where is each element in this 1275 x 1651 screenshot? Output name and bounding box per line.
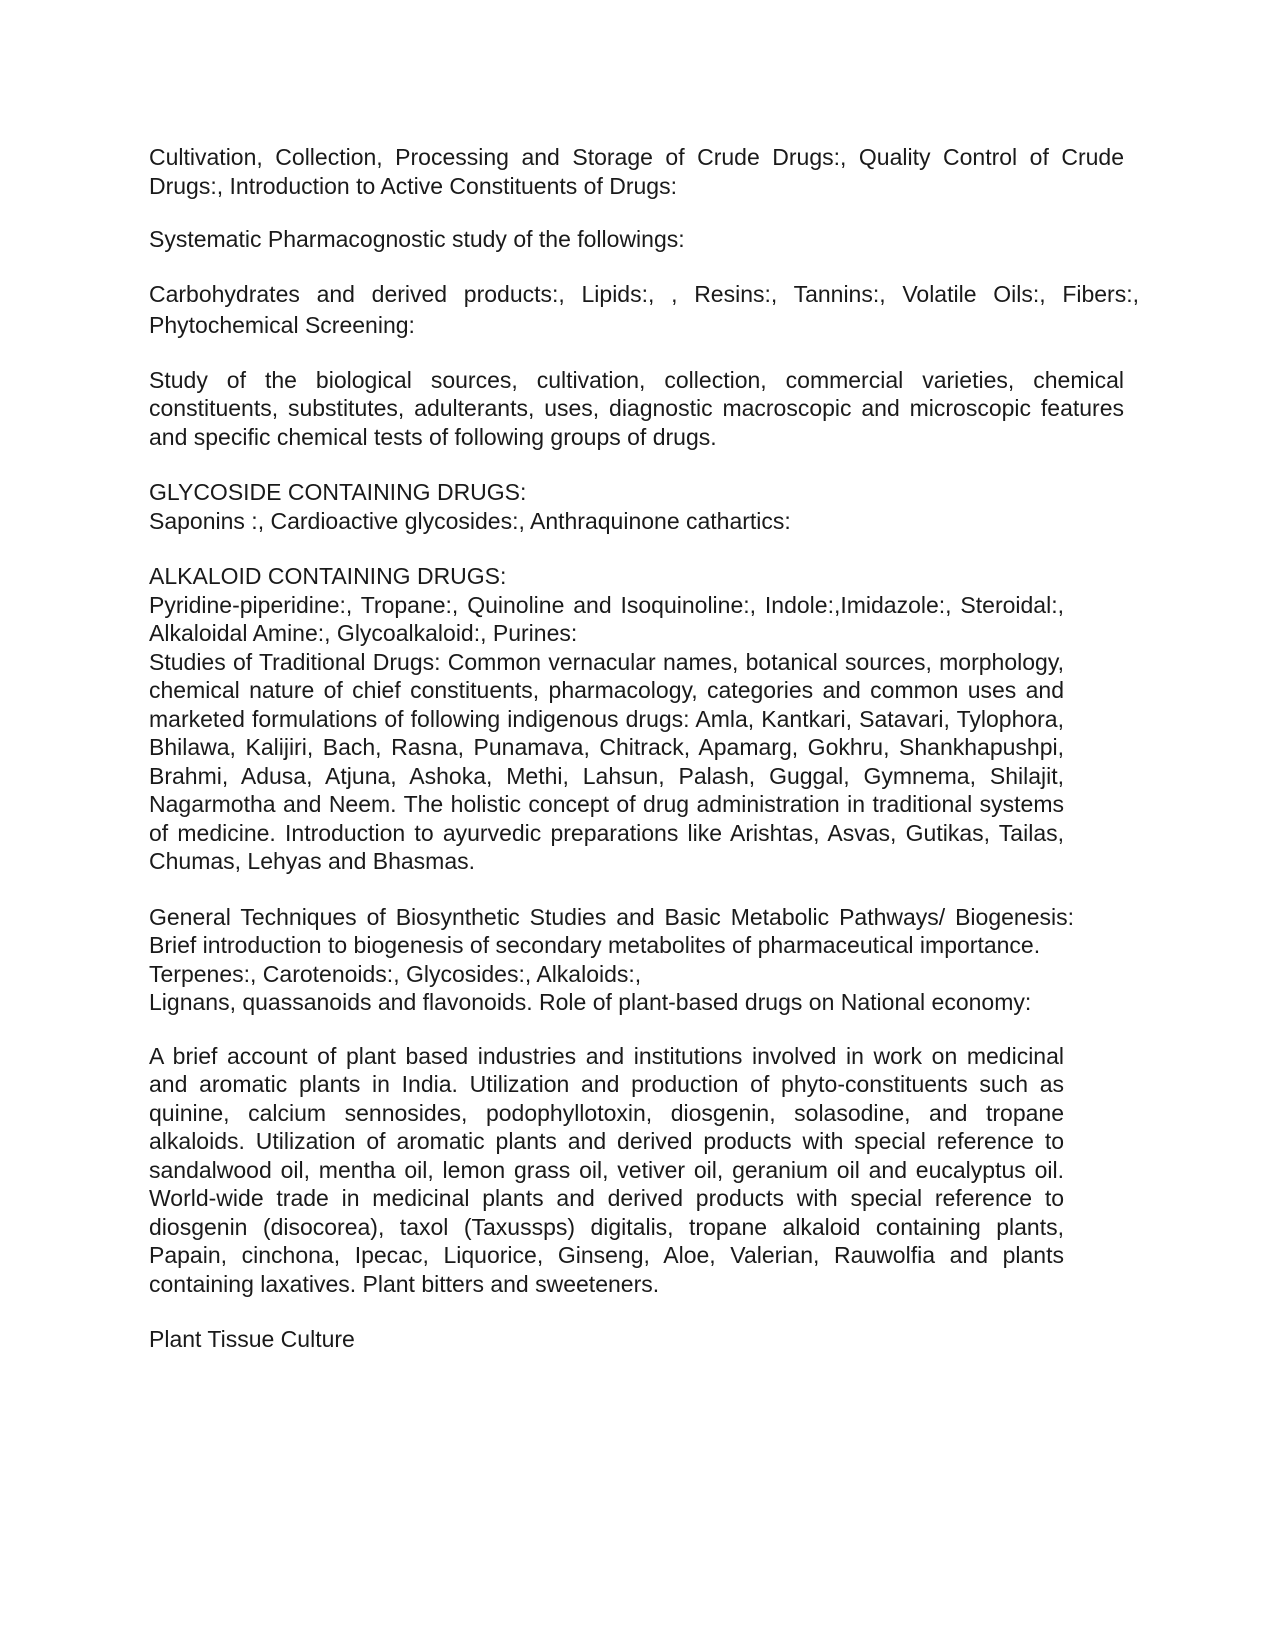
alkaloid-heading: ALKALOID CONTAINING DRUGS: bbox=[149, 563, 507, 589]
terpenes-line: Terpenes:, Carotenoids:, Glycosides:, Alkaloids:, bbox=[149, 960, 642, 987]
plant-industries-paragraph: A brief account of plant based industries and institutions involved in work on medicinal and aromatic plants in India. Utilization and production of phyto-constituents such as quinine, calcium sennosides, podophyllotoxin, diosgenin, solasodine, and tropane alkaloids. Utilization of aromatic plants and derived products with special reference to sandalwood oil, mentha oil, lemon grass oil, vetiver oil, geranium oil and eucalyptus oil. World-wide trade in medicinal plants and derived products with special reference to diosgenin (disocorea), taxol (Taxussps) digitalis, tropane alkaloid containing plants, Papain, cinchona, Ipecac, Liquorice, Ginseng, Aloe, Valerian, Rauwolfia and plants containing laxatives. Plant bitters and sweeteners. bbox=[149, 1042, 1064, 1297]
lignans-line: Lignans, quassanoids and flavonoids. Role of plant-based drugs on National economy: bbox=[149, 989, 1032, 1015]
biosynthetic-paragraph: General Techniques of Biosynthetic Studies and Basic Metabolic Pathways/ Biogenesis: Brief introduction to biogenesis of secondary metabolites of pharmaceutical importance. bbox=[149, 903, 1074, 958]
document-page bbox=[149, 143, 1139, 1354]
glycoside-heading: GLYCOSIDE CONTAINING DRUGS: bbox=[149, 479, 527, 505]
intro-paragraph: Cultivation, Collection, Processing and Storage of Crude Drugs:, Quality Control of Crude Drugs:, Introduction to Active Constituents of Drugs: bbox=[149, 144, 1124, 199]
glycoside-list: Saponins :, Cardioactive glycosides:, Anthraquinone cathartics: bbox=[149, 507, 791, 534]
carbohydrates-paragraph: Carbohydrates and derived products:, Lipids:, , Resins:, Tannins:, Volatile Oils:, Fibers:, Phytochemical Screening: bbox=[149, 280, 1139, 338]
plant-tissue-culture-heading: Plant Tissue Culture bbox=[149, 1326, 355, 1352]
systematic-study-heading: Systematic Pharmacognostic study of the followings: bbox=[149, 226, 685, 252]
alkaloid-list: Pyridine-piperidine:, Tropane:, Quinoline and Isoquinoline:, Indole:,Imidazole:, Steroidal:, Alkaloidal Amine:, Glycoalkaloid:, Purines: bbox=[149, 591, 1064, 646]
biological-sources-paragraph: Study of the biological sources, cultivation, collection, commercial varieties, chemical constituents, substitutes, adulterants, uses, diagnostic macroscopic and microscopic features and specific chemical tests of following groups of drugs. bbox=[149, 366, 1124, 450]
traditional-drugs-paragraph: Studies of Traditional Drugs: Common vernacular names, botanical sources, morphology, chemical nature of chief constituents, pharmacology, categories and common uses and marketed formulations of following indigenous drugs: Amla, Kantkari, Satavari, Tylophora, Bhilawa, Kalijiri, Bach, Rasna, Punamava, Chitrack, Apamarg, Gokhru, Shankhapushpi, Brahmi, Adusa, Atjuna, Ashoka, Methi, Lahsun, Palash, Guggal, Gymnema, Shilajit, Nagarmotha and Neem. The holistic concept of drug administration in traditional systems of medicine. Introduction to ayurvedic preparations like Arishtas, Asvas, Gutikas, Tailas, Chumas, Lehyas and Bhasmas. bbox=[149, 648, 1064, 874]
